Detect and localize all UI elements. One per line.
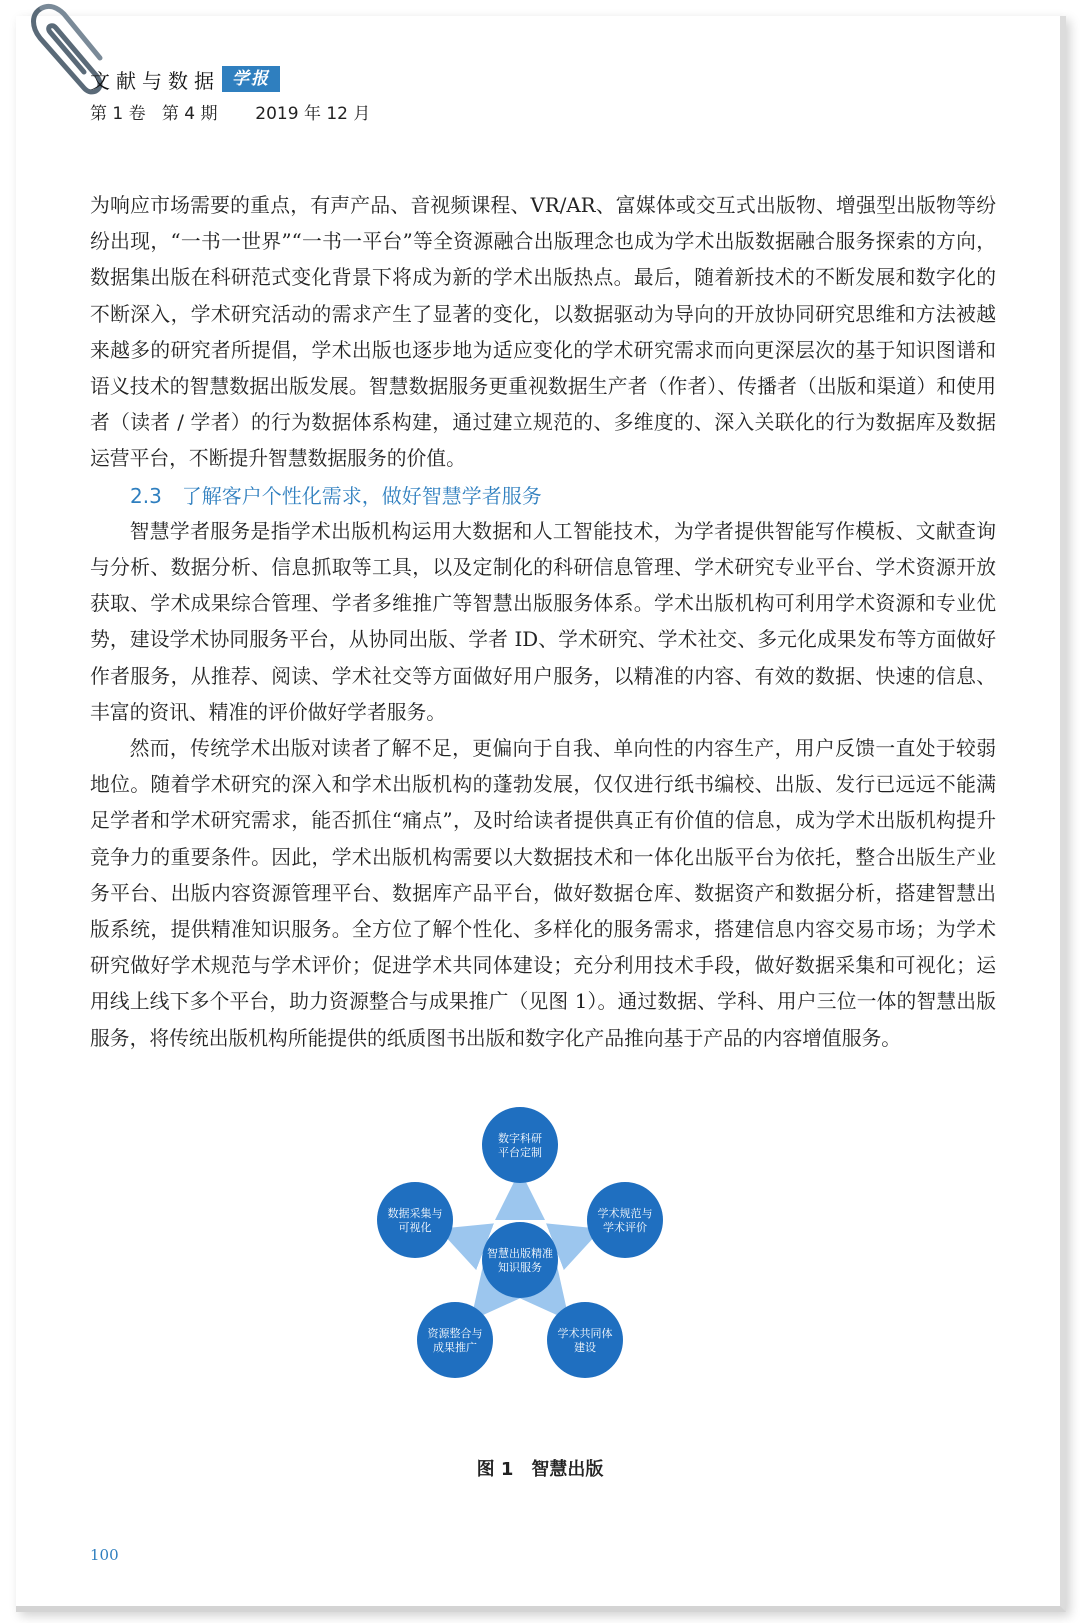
- node-bottom-left: [417, 1302, 493, 1378]
- journal-name: 文献与数据: [90, 68, 220, 93]
- node-center: [482, 1222, 558, 1298]
- node-circle: [587, 1182, 663, 1258]
- node-label: 学术共同体: [557, 1327, 613, 1340]
- arrow-to-bottom-left: [487, 1294, 493, 1301]
- node-label: 数据采集与: [387, 1207, 443, 1220]
- arrow-to-bottom-right: [548, 1294, 554, 1301]
- node-circle: [417, 1302, 493, 1378]
- node-bottom-right: [547, 1302, 623, 1378]
- node-label: 学术规范与: [597, 1207, 653, 1220]
- issue-info: 第 1 卷 第 4 期 2019 年 12 月: [90, 104, 371, 124]
- node-label: 可视化: [398, 1221, 432, 1234]
- paragraph: 然而，传统学术出版对读者了解不足，更偏向于自我、单向性的内容生产，用户反馈一直处于较弱地位。随着学术研究的深入和学术出版机构的蓬勃发展，仅仅进行纸书编校、出版、发行已远远不能满足学者和学术研究需求，能否抓住“痛点”，及时给读者提供真正有价值的信息，成为学术出版机构提升竞争力的重要条件。因此，学术出版机构需要以大数据技术和一体化出版平台为依托，整合出版生产业务平台、出版内容资源管理平台、数据库产品平台，做好数据仓库、数据资产和数据分析，搭建智慧出版系统，提供精准知识服务。全方位了解个性化、多样化的服务需求，搭建信息内容交易市场；为学术研究做好学术规范与学术评价；促进学术共同体建设；充分利用技术手段，做好数据采集和可视化；运用线上线下多个平台，助力资源整合与成果推广（见图 1）。通过数据、学科、用户三位一体的智慧出版服务，将传统出版机构所能提供的纸质图书出版和数字化产品推向基于产品的内容增值服务。: [90, 737, 996, 1050]
- node-label: 平台定制: [498, 1146, 542, 1159]
- arrow-to-right: [561, 1238, 578, 1245]
- node-label: 成果推广: [433, 1341, 477, 1354]
- node-label: 知识服务: [498, 1261, 542, 1274]
- journal-badge: 学报: [222, 66, 280, 92]
- page-number: 100: [90, 1546, 119, 1564]
- node-label: 资源整合与: [427, 1327, 483, 1340]
- node-circle: [377, 1182, 453, 1258]
- node-top: [482, 1107, 558, 1183]
- figure-diagram: [360, 1100, 720, 1420]
- node-circle: [547, 1302, 623, 1378]
- article-body: [90, 188, 996, 1057]
- figure-caption: 图 1 智慧出版: [476, 1459, 604, 1480]
- journal-header: [90, 66, 280, 92]
- arrow-to-left: [462, 1238, 479, 1245]
- node-right: [587, 1182, 663, 1258]
- section-heading: 2.3 了解客户个性化需求，做好智慧学者服务: [130, 483, 542, 508]
- node-circle: [482, 1222, 558, 1298]
- node-label: 建设: [574, 1341, 596, 1354]
- figure-1: [360, 1100, 720, 1420]
- node-left: [377, 1182, 453, 1258]
- paragraph: 智慧学者服务是指学术出版机构运用大数据和人工智能技术，为学者提供智能写作模板、文献查询与分析、数据分析、信息抓取等工具，以及定制化的科研信息管理、学术研究专业平台、学术资源开放获取、学术成果综合管理、学者多维推广等智慧出版服务体系。学术出版机构可利用学术资源和专业优势，建设学术协同服务平台，从协同出版、学者 ID、学术研究、学术社交、多元化成果发布等方面做好作者服务，从推荐、阅读、学术社交等方面做好用户服务，以精准的内容、有效的数据、快速的信息、丰富的资讯、精准的评价做好学者服务。: [90, 519, 996, 724]
- paragraph: 为响应市场需要的重点，有声产品、音视频课程、VR/AR、富媒体或交互式出版物、增强型出版物等纷纷出现，“一书一世界”“一书一平台”等全资源融合出版理念也成为学术出版数据融合服务探索的方向，数据集出版在科研范式变化背景下将成为新的学术出版热点。最后，随着新技术的不断发展和数字化的不断深入，学术研究活动的需求产生了显著的变化，以数据驱动为导向的开放协同研究思维和方法被越来越多的研究者所提倡，学术出版也逐步地为适应变化的学术研究需求而向更深层次的基于知识图谱和语义技术的智慧数据出版发展。智慧数据服务更重视数据生产者（作者）、传播者（出版和渠道）和使用者（读者 / 学者）的行为数据体系构建，通过建立规范的、多维度的、深入关联化的行为数据库及数据运营平台，不断提升智慧数据服务的价值。: [90, 194, 996, 471]
- node-label: 数字科研: [498, 1132, 542, 1145]
- node-label: 智慧出版精准: [487, 1247, 553, 1260]
- node-circle: [482, 1107, 558, 1183]
- node-label: 学术评价: [603, 1221, 647, 1234]
